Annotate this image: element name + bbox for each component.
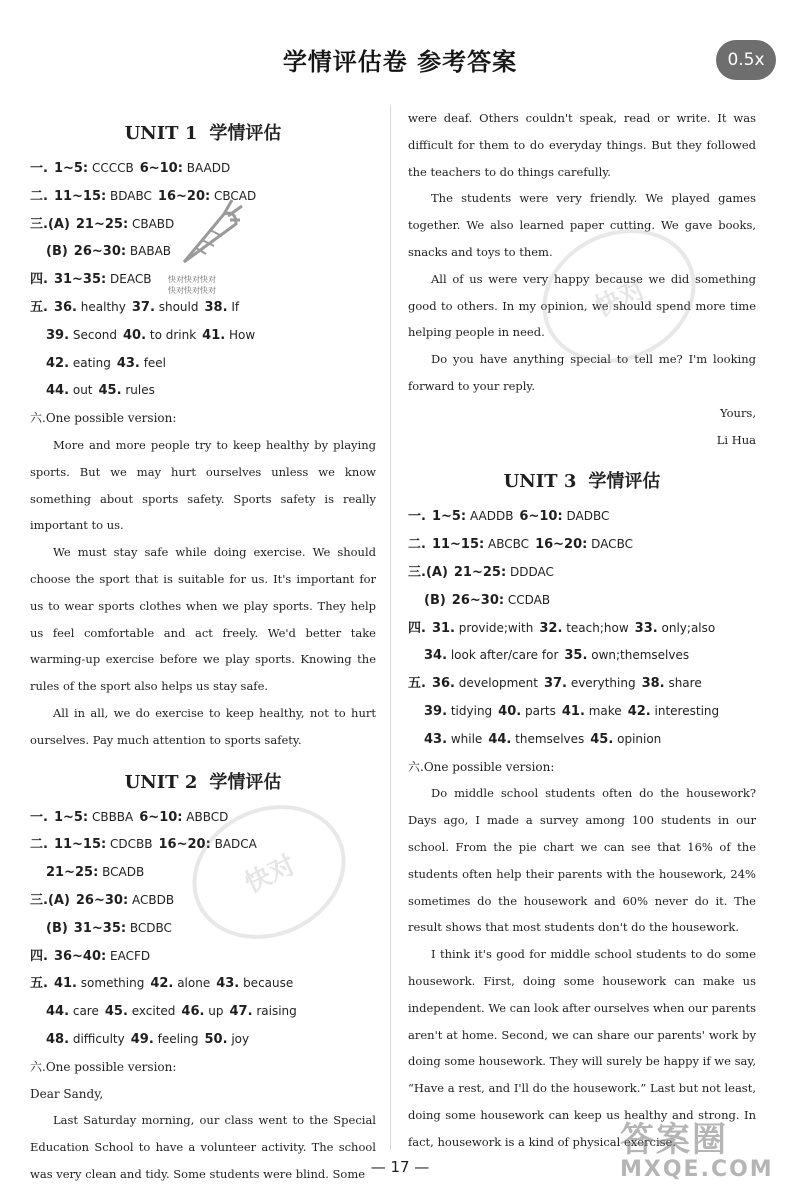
unit2-essay-p1-cont: were deaf. Others couldn't speak, read or write. It was difficult for them to do everyday things. But they followed the teachers to do things carefully. bbox=[408, 111, 756, 179]
unit3-answer-line bbox=[408, 531, 756, 559]
answer-text: BABAB bbox=[126, 244, 172, 259]
answer-text: look after/care for bbox=[447, 648, 559, 663]
question-number: 35. bbox=[564, 648, 588, 664]
question-number: 31~35: bbox=[73, 920, 127, 936]
unit3-answer-line bbox=[408, 559, 756, 587]
question-number: (B) bbox=[46, 920, 68, 936]
unit1-essay-p2: We must stay safe while doing exercise. We should choose the sport that is suitable for us. It's important for us to wear sports clothes when we play sports. They help us feel comfortable and act freely. We'd better take warming-up exercise before we play sports. Knowing the rules of the sport also helps us stay safe. bbox=[30, 545, 376, 694]
answer-text: EACFD bbox=[106, 948, 151, 963]
answer-text: CBCAD bbox=[210, 188, 257, 203]
question-number: 一. bbox=[408, 509, 426, 525]
answer-text: provide;with bbox=[454, 620, 534, 635]
question-number: 三.(A) bbox=[408, 564, 448, 580]
question-number: 五. bbox=[30, 299, 48, 315]
watermark-badge-right-text: 快对 bbox=[590, 273, 650, 323]
question-number: 45. bbox=[104, 1004, 128, 1020]
question-number: 31. bbox=[431, 620, 455, 636]
stamp-text-1: 快对快对快对 bbox=[168, 275, 216, 284]
unit3-answer-line bbox=[408, 726, 756, 754]
question-number: 45. bbox=[98, 383, 122, 399]
unit3-answer-line bbox=[408, 615, 756, 643]
carrot-icon bbox=[174, 196, 244, 268]
question-number: 38. bbox=[641, 676, 665, 692]
question-number: 41. bbox=[53, 976, 77, 992]
answer-text: difficulty bbox=[69, 1031, 125, 1046]
answer-text: make bbox=[584, 703, 622, 718]
answer-text: teach;how bbox=[562, 620, 629, 635]
unit3-title-cn: 学情评估 bbox=[588, 471, 661, 493]
answer-text: feeling bbox=[153, 1031, 199, 1046]
question-number: (B) bbox=[46, 244, 68, 260]
question-number: 26~30: bbox=[75, 892, 129, 908]
question-number: 五. bbox=[30, 976, 48, 992]
answer-text: themselves bbox=[511, 731, 585, 746]
question-number: 44. bbox=[46, 383, 70, 399]
answer-text: DEACB bbox=[106, 272, 152, 287]
question-number: 41. bbox=[561, 703, 585, 719]
question-number: 四. bbox=[408, 620, 426, 636]
answer-text: feel bbox=[139, 355, 167, 370]
question-number: 49. bbox=[130, 1031, 154, 1047]
question-number: 38. bbox=[204, 299, 228, 315]
question-number: 36. bbox=[431, 676, 455, 692]
unit2-essay-p2: The students were very friendly. We played games together. We also learned paper cutting. We gave books, snacks and toys to them. bbox=[408, 191, 756, 259]
answer-text: something bbox=[76, 976, 145, 991]
answer-text: alone bbox=[173, 976, 211, 991]
unit3-answer-line bbox=[408, 670, 756, 698]
answer-text: Second bbox=[69, 327, 118, 342]
answer-text: because bbox=[239, 976, 294, 991]
question-number: 50. bbox=[204, 1031, 228, 1047]
answer-text: DADBC bbox=[562, 509, 610, 524]
answer-text: out bbox=[69, 383, 93, 398]
answer-text: How bbox=[225, 327, 256, 342]
question-number: 四. bbox=[30, 272, 48, 288]
question-number: 39. bbox=[46, 327, 70, 343]
site-watermark bbox=[620, 1112, 790, 1200]
question-number: 三.(A) bbox=[30, 892, 70, 908]
question-number: 42. bbox=[627, 703, 651, 719]
answer-text: development bbox=[454, 676, 538, 691]
unit3-essay-label: 六.One possible version: bbox=[408, 759, 555, 774]
question-number: 31~35: bbox=[53, 272, 107, 288]
answer-text: ABBCD bbox=[182, 809, 229, 824]
carrot-stamp bbox=[168, 196, 258, 300]
unit1-answer-line bbox=[30, 377, 376, 405]
unit2-answer-line bbox=[30, 915, 376, 943]
answer-text: AADDB bbox=[466, 509, 514, 524]
page-title: 学情评估卷 参考答案 bbox=[282, 48, 518, 76]
question-number: 二. bbox=[30, 837, 48, 853]
answer-text: raising bbox=[252, 1004, 297, 1019]
unit3-title-en: UNIT 3 bbox=[503, 471, 577, 493]
unit2-title-en: UNIT 2 bbox=[124, 771, 198, 793]
question-number: 1~5: bbox=[53, 809, 89, 825]
answer-text: opinion bbox=[613, 731, 662, 746]
answer-text: rules bbox=[121, 383, 155, 398]
question-number: 46. bbox=[181, 1004, 205, 1020]
unit1-title-cn: 学情评估 bbox=[209, 123, 282, 144]
question-number: 39. bbox=[424, 703, 448, 719]
unit2-answer-line bbox=[30, 943, 376, 971]
unit3-answer-line bbox=[408, 587, 756, 615]
stamp-text-2: 快对快对快对 bbox=[168, 286, 216, 295]
answer-text: BCDBC bbox=[126, 920, 172, 935]
unit2-greeting: Dear Sandy, bbox=[30, 1086, 104, 1101]
question-number: 二. bbox=[30, 188, 48, 204]
site-watermark-url: MXQE.COM bbox=[620, 1157, 774, 1182]
question-number: 一. bbox=[30, 809, 48, 825]
question-number: 6~10: bbox=[519, 509, 563, 525]
unit1-answer-line bbox=[30, 322, 376, 350]
site-watermark-logo: 答案圈 bbox=[620, 1120, 728, 1160]
question-number: 11~15: bbox=[53, 188, 107, 204]
unit2-closing: Yours, bbox=[720, 405, 756, 420]
answer-text: interesting bbox=[650, 703, 720, 718]
question-number: 36~40: bbox=[53, 948, 107, 964]
unit2-title bbox=[30, 768, 376, 794]
question-number: 43. bbox=[116, 355, 140, 371]
unit1-essay-label: 六.One possible version: bbox=[30, 411, 177, 426]
unit3-answer-line bbox=[408, 642, 756, 670]
question-number: 26~30: bbox=[451, 592, 505, 608]
unit2-answer-line bbox=[30, 998, 376, 1026]
answer-text: joy bbox=[227, 1031, 250, 1046]
answer-text: while bbox=[447, 731, 483, 746]
unit3-answers bbox=[408, 503, 756, 753]
zoom-level-button[interactable]: 0.5x bbox=[716, 40, 776, 80]
question-number: 44. bbox=[46, 1004, 70, 1020]
question-number: 21~25: bbox=[453, 564, 507, 580]
question-number: 43. bbox=[216, 976, 240, 992]
question-number: 6~10: bbox=[139, 161, 183, 176]
question-number: 21~25: bbox=[46, 865, 99, 881]
answer-text: own;themselves bbox=[587, 648, 690, 663]
answer-text: share bbox=[664, 676, 702, 691]
answer-text: DACBC bbox=[587, 537, 633, 552]
question-number: 36. bbox=[53, 299, 77, 315]
answer-text: should bbox=[154, 299, 199, 314]
question-number: 二. bbox=[408, 537, 426, 553]
question-number: 四. bbox=[30, 948, 48, 964]
unit2-essay-p4: Do you have anything special to tell me? I'm looking forward to your reply. bbox=[408, 352, 756, 393]
unit2-essay-p1: Last Saturday morning, our class went to the Special Education School to have a volunteer activity. The school was very clean and tidy. Some students were blind. Some bbox=[30, 1113, 376, 1181]
answer-text: BADCA bbox=[210, 837, 257, 852]
answer-text: only;also bbox=[657, 620, 716, 635]
answer-text: BCADB bbox=[98, 865, 145, 880]
answer-text: CCCCB bbox=[88, 161, 134, 175]
question-number: 11~15: bbox=[53, 837, 107, 853]
question-number: 32. bbox=[539, 620, 563, 636]
answer-text: If bbox=[227, 299, 240, 314]
question-number: 16~20: bbox=[158, 837, 211, 853]
unit1-title-en: UNIT 1 bbox=[124, 123, 198, 144]
unit2-signature: Li Hua bbox=[716, 432, 756, 447]
unit2-essay-p3: All of us were very happy because we did something good to others. In my opinion, we should spend more time helping people in need. bbox=[408, 271, 756, 340]
question-number: 43. bbox=[424, 731, 448, 747]
unit2-essay-label: 六.One possible version: bbox=[30, 1059, 177, 1074]
question-number: 1~5: bbox=[431, 509, 467, 525]
page-number: — 17 — bbox=[370, 1158, 430, 1176]
question-number: 37. bbox=[543, 676, 567, 692]
question-number: (B) bbox=[424, 592, 446, 608]
unit2-answer-line bbox=[30, 1026, 376, 1054]
answer-text: to drink bbox=[146, 327, 197, 342]
answer-text: healthy bbox=[76, 299, 126, 314]
unit3-essay-p1: Do middle school students often do the housework? Days ago, I made a survey among 100 students in our school. From the pie chart we can see that 16% of the students often help their parents with the housework, 24% sometimes do the housework and 60% never do it. The result shows that most students don't do the housework. bbox=[408, 786, 756, 935]
question-number: 34. bbox=[424, 648, 448, 664]
unit3-answer-line bbox=[408, 698, 756, 726]
question-number: 42. bbox=[46, 355, 70, 371]
question-number: 26~30: bbox=[73, 244, 127, 260]
question-number: 33. bbox=[634, 620, 658, 636]
answer-text: BDABC bbox=[106, 188, 152, 203]
question-number: 11~15: bbox=[431, 537, 485, 553]
unit3-essay-p2: I think it's good for middle school students to do some housework. First, doing some housework can make us independent. We can look after ourselves when our parents aren't at home. Second, we can share our parents' work by doing some housework. They will surely be happy if we say, “Have a rest, and I'll do the housework.” Last but not least, doing some housework can keep us healthy and strong. In fact, housework is a kind of physical exercise. bbox=[408, 947, 756, 1149]
answer-text: CDCBB bbox=[106, 837, 153, 852]
unit1-title bbox=[30, 119, 376, 145]
unit1-essay-p1: More and more people try to keep healthy by playing sports. But we may hurt ourselves unless we know something about sports safety. Sports safety is really important to us. bbox=[30, 437, 376, 533]
answer-text: ABCBC bbox=[484, 537, 530, 552]
answer-text: DDDAC bbox=[506, 564, 554, 579]
column-divider bbox=[390, 105, 391, 1150]
answer-text: CBABD bbox=[128, 216, 175, 231]
answer-text: care bbox=[69, 1004, 99, 1019]
answer-text: CCDAB bbox=[504, 592, 551, 607]
answer-text: BAADD bbox=[182, 161, 231, 175]
question-number: 16~20: bbox=[157, 188, 211, 204]
question-number: 42. bbox=[150, 976, 174, 992]
answer-text: everything bbox=[567, 676, 636, 691]
unit2-title-cn: 学情评估 bbox=[209, 771, 282, 793]
question-number: 40. bbox=[123, 327, 147, 343]
answer-text: CBBBA bbox=[88, 809, 134, 824]
answer-text: parts bbox=[521, 703, 556, 718]
question-number: 44. bbox=[488, 731, 512, 747]
question-number: 47. bbox=[229, 1004, 253, 1020]
watermark-badge-left-text: 快对 bbox=[240, 849, 300, 899]
question-number: 6~10: bbox=[139, 809, 183, 825]
question-number: 48. bbox=[46, 1031, 70, 1047]
unit3-answer-line bbox=[408, 503, 756, 531]
question-number: 五. bbox=[408, 676, 426, 692]
answer-text: excited bbox=[127, 1004, 176, 1019]
unit1-answer-line bbox=[30, 155, 376, 183]
unit3-title bbox=[408, 467, 756, 493]
question-number: 37. bbox=[131, 299, 155, 315]
question-number: 16~20: bbox=[535, 537, 588, 553]
question-number: 三.(A) bbox=[30, 216, 70, 232]
unit1-essay-p3: All in all, we do exercise to keep healthy, not to hurt ourselves. Pay much attention to sports safety. bbox=[30, 705, 376, 747]
unit1-answer-line bbox=[30, 350, 376, 378]
question-number: 45. bbox=[590, 731, 614, 747]
answer-text: up bbox=[204, 1004, 224, 1019]
question-number: 41. bbox=[202, 327, 226, 343]
answer-text: tidying bbox=[447, 703, 493, 718]
question-number: 21~25: bbox=[75, 216, 129, 232]
question-number: 一. bbox=[30, 161, 48, 176]
unit2-answer-line bbox=[30, 970, 376, 998]
answer-text: ACBDB bbox=[128, 892, 175, 907]
question-number: 40. bbox=[498, 703, 522, 719]
answer-text: eating bbox=[69, 355, 111, 370]
question-number: 1~5: bbox=[53, 161, 89, 176]
